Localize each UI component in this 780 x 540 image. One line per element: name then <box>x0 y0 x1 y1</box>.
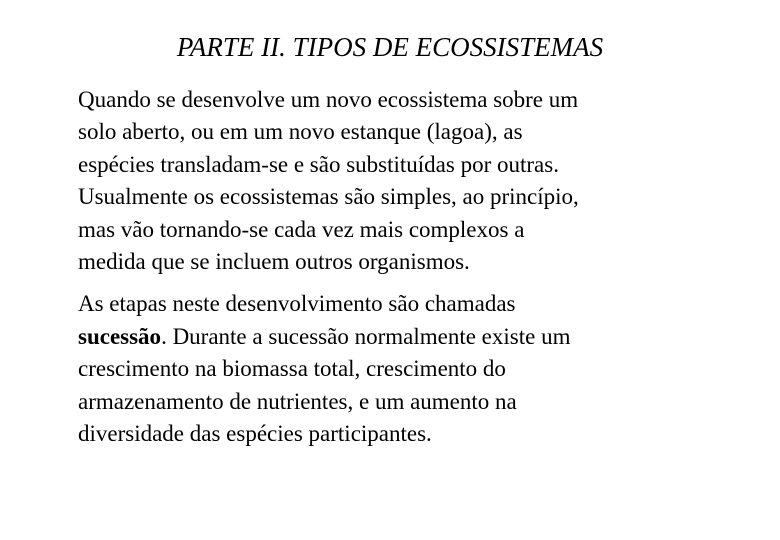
paragraph-1 <box>78 84 718 278</box>
paragraph-1-line-1: Quando se desenvolve um novo ecossistema sobre um <box>78 87 579 112</box>
paragraph-1-line-2: solo aberto, ou em um novo estanque (lagoa), as <box>78 119 523 145</box>
paragraph-2-line-5: diversidade das espécies participantes. <box>78 421 432 447</box>
paragraph-2-line-3: crescimento na biomassa total, crescimento do <box>78 356 506 382</box>
paragraph-2-line-1: As etapas neste desenvolvimento são chamadas <box>78 291 516 317</box>
paragraph-2 <box>78 288 718 450</box>
paragraph-2-line-4: armazenamento de nutrientes, e um aumento na <box>78 388 517 414</box>
paragraph-2-line-2 <box>78 321 718 353</box>
paragraph-1-line-5: mas vão tornando-se cada vez mais complexos a <box>78 216 525 242</box>
paragraph-2-line-2-rest: . Durante a sucessão normalmente existe um <box>161 323 571 349</box>
slide-body <box>78 84 718 450</box>
term-sucessao: sucessão <box>78 323 162 349</box>
paragraph-1-line-4: Usualmente os ecossistemas são simples, ao princípio, <box>78 184 579 210</box>
paragraph-1-line-3: espécies transladam-se e são substituídas por outras. <box>78 151 559 177</box>
slide-title: PARTE II. TIPOS DE ECOSSISTEMAS <box>176 32 604 62</box>
paragraph-1-line-6: medida que se incluem outros organismos. <box>78 249 470 275</box>
